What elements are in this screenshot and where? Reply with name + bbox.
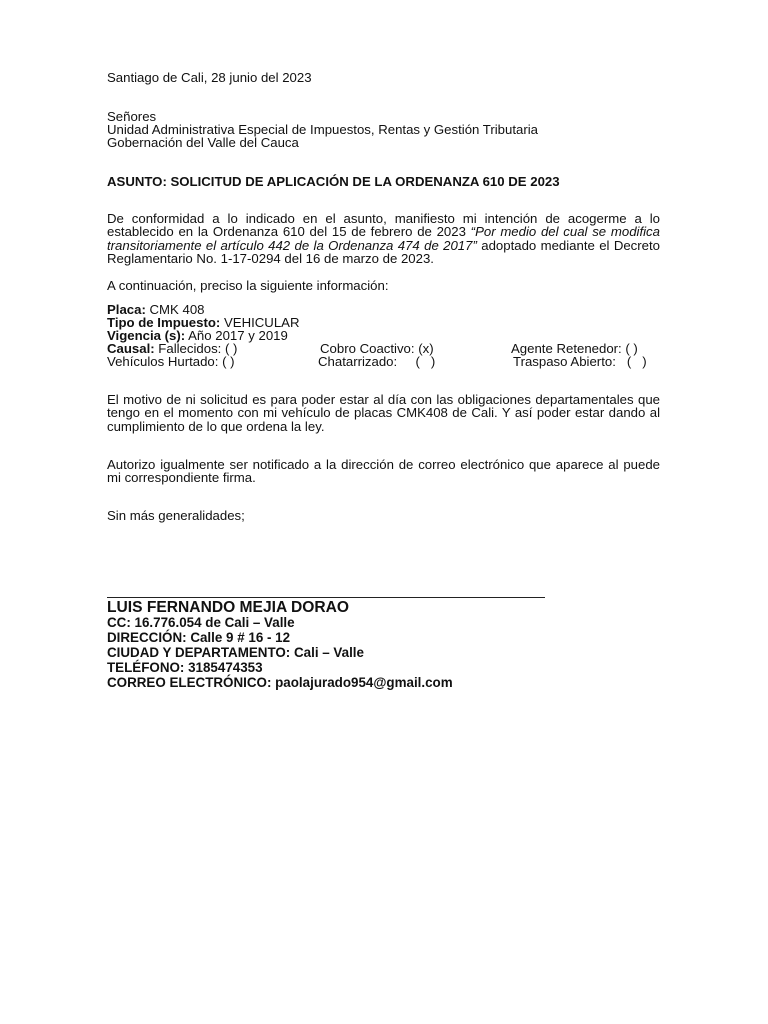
causal-chatarrizado: Chatarrizado: ( )	[318, 354, 436, 369]
intro-text-2: adoptado mediante el Decreto Reglamentario No. 1-17-0294 del 16 de marzo de 2023.	[107, 237, 660, 267]
causal-cobro-coactivo: Cobro Coactivo: (x)	[320, 341, 434, 356]
recipient-salutation: Señores	[107, 109, 157, 124]
closing-line: Sin más generalidades;	[107, 508, 245, 523]
place-date: Santiago de Cali, 28 junio del 2023	[107, 70, 312, 85]
causal-agente-retenedor: Agente Retenedor: ( )	[511, 341, 638, 356]
causal-vehiculos-hurtado: Vehículos Hurtado: ( )	[107, 354, 235, 369]
subject-line: ASUNTO: SOLICITUD DE APLICACIÓN DE LA ORDENANZA 610 DE 2023	[107, 174, 560, 189]
signature-line	[107, 597, 545, 598]
signer-city: CIUDAD Y DEPARTAMENTO: Cali – Valle	[107, 645, 364, 660]
signer-cc: CC: 16.776.054 de Cali – Valle	[107, 615, 295, 630]
fallecidos-text: Fallecidos: ( )	[154, 341, 238, 356]
causal-traspaso-abierto: Traspaso Abierto: ( )	[513, 354, 647, 369]
intro-paragraph	[107, 212, 660, 266]
tipo-value: VEHICULAR	[220, 315, 300, 330]
motive-paragraph: El motivo de ni solicitud es para poder estar al día con las obligaciones departamentales que tengo en el momento con mi vehículo de placas CMK408 de Cali. Y así poder estar dando al cumplimiento de lo que ordena la ley.	[107, 392, 660, 434]
signer-phone: TELÉFONO: 3185474353	[107, 660, 263, 675]
recipient-line-2: Gobernación del Valle del Cauca	[107, 135, 299, 150]
signer-email: CORREO ELECTRÓNICO: paolajurado954@gmail.com	[107, 675, 453, 690]
signer-address: DIRECCIÓN: Calle 9 # 16 - 12	[107, 630, 291, 645]
vigencia-label: Vigencia (s):	[107, 328, 186, 343]
lead-in: A continuación, preciso la siguiente información:	[107, 278, 389, 293]
tipo-label: Tipo de Impuesto:	[107, 315, 221, 330]
intro-quote: “Por medio del cual se modifica transitoriamente el artículo 442 de la Ordenanza 474 de 2017”	[107, 224, 660, 253]
vigencia-value: Año 2017 y 2019	[185, 328, 288, 343]
placa-value: CMK 408	[145, 302, 205, 317]
signer-name: LUIS FERNANDO MEJIA DORAO	[107, 599, 349, 616]
placa-label: Placa:	[107, 302, 146, 317]
recipient-line-1: Unidad Administrativa Especial de Impuestos, Rentas y Gestión Tributaria	[107, 122, 539, 137]
authorization-paragraph: Autorizo igualmente ser notificado a la dirección de correo electrónico que aparece al puede mi correspondiente firma.	[107, 457, 660, 486]
intro-text-1: De conformidad a lo indicado en el asunto, manifiesto mi intención de acogerme a lo establecido en la Ordenanza 610 del 15 de febrero de 2023	[107, 211, 660, 240]
causal-label: Causal:	[107, 341, 155, 356]
